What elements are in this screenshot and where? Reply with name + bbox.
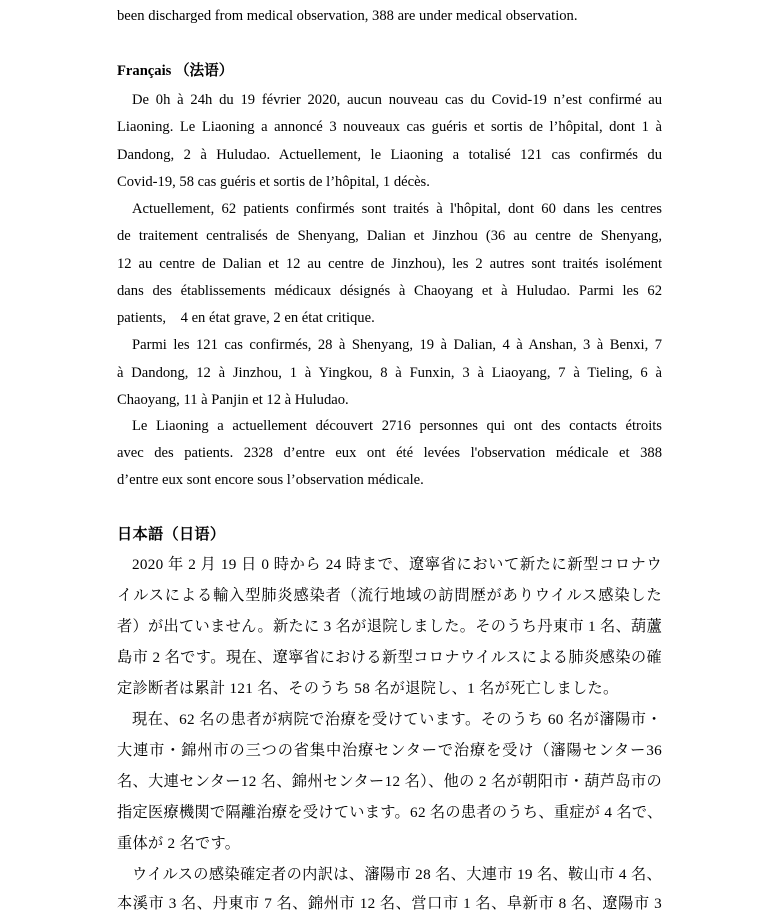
french-p2-line5: patients, 4 en état grave, 2 en état critique. bbox=[117, 310, 375, 326]
french-p1-line2: Liaoning. Le Liaoning a annoncé 3 nouveaux cas guéris et sortis de l’hôpital, dont 1 à bbox=[117, 119, 662, 135]
french-p2-line4: dans des établissements médicaux désignés à Chaoyang et à Huludao. Parmi les 62 bbox=[117, 283, 662, 299]
french-p2-line2: de traitement centralisés de Shenyang, Dalian et Jinzhou (36 au centre de Shenyang, bbox=[117, 228, 662, 244]
japanese-heading: 日本語（日语） bbox=[117, 526, 226, 543]
french-p3-line2: à Dandong, 12 à Jinzhou, 1 à Yingkou, 8 à Funxin, 3 à Liaoyang, 7 à Tieling, 6 à bbox=[117, 365, 662, 381]
french-p1-line1: De 0h à 24h du 19 février 2020, aucun nouveau cas du Covid-19 n’est confirmé au bbox=[132, 92, 662, 108]
french-p2-line1: Actuellement, 62 patients confirmés sont traités à l'hôpital, dont 60 dans les centres bbox=[132, 201, 662, 217]
japanese-p1-line4: 島市 2 名です。現在、遼寧省における新型コロナウイルスによる肺炎感染の確 bbox=[117, 649, 662, 666]
french-heading: Français （法语） bbox=[117, 63, 234, 79]
french-p4-line1: Le Liaoning a actuellement découvert 2716 personnes qui ont des contacts étroits bbox=[132, 418, 662, 434]
japanese-p1-line3: 者）が出ていません。新たに 3 名が退院しました。そのうち丹東市 1 名、葫蘆 bbox=[117, 618, 662, 635]
japanese-p2-line2: 大連市・錦州市の三つの省集中治療センターで治療を受け（瀋陽センター36 bbox=[117, 742, 662, 759]
french-p4-line2: avec des patients. 2328 d’entre eux ont été levées l'observation médicale et 388 bbox=[117, 445, 662, 461]
japanese-p2-line4: 指定医療機関で隔離治療を受けています。62 名の患者のうち、重症が 4 名で、 bbox=[117, 804, 663, 821]
french-p4-line3: d’entre eux sont encore sous l’observation médicale. bbox=[117, 472, 424, 488]
japanese-p2-line3: 名、大連センター12 名、錦州センター12 名）、他の 2 名が朝阳市・葫芦岛市の bbox=[117, 773, 662, 790]
french-p2-line3: 12 au centre de Dalian et 12 au centre de Jinzhou), les 2 autres sont traités isolément bbox=[117, 256, 662, 272]
japanese-p1-line1: 2020 年 2 月 19 日 0 時から 24 時まで、遼寧省において新たに新型コロナウ bbox=[132, 556, 662, 573]
french-p3-line1: Parmi les 121 cas confirmés, 28 à Shenyang, 19 à Dalian, 4 à Anshan, 3 à Benxi, 7 bbox=[132, 337, 662, 353]
english-last-line: been discharged from medical observation, 388 are under medical observation. bbox=[117, 8, 578, 24]
japanese-p2-line1: 現在、62 名の患者が病院で治療を受けています。そのうち 60 名が瀋陽市・ bbox=[132, 711, 662, 728]
french-p3-line3: Chaoyang, 11 à Panjin et 12 à Huludao. bbox=[117, 392, 349, 408]
japanese-p3-line2: 本溪市 3 名、丹東市 7 名、錦州市 12 名、営口市 1 名、阜新市 8 名、遼陽市 3 bbox=[117, 895, 662, 912]
french-p1-line3: Dandong, 2 à Huludao. Actuellement, le Liaoning a totalisé 121 cas confirmés du bbox=[117, 147, 662, 163]
french-p1-line4: Covid-19, 58 cas guéris et sortis de l’hôpital, 1 décès. bbox=[117, 174, 430, 190]
japanese-p1-line5: 定診断者は累計 121 名、そのうち 58 名が退院し、1 名が死亡しました。 bbox=[117, 680, 619, 697]
japanese-p3-line1: ウイルスの感染確定者の内訳は、瀋陽市 28 名、大連市 19 名、鞍山市 4 名、 bbox=[132, 866, 662, 883]
japanese-p2-line5: 重体が 2 名です。 bbox=[117, 835, 241, 852]
japanese-p1-line2: イルスによる輸入型肺炎感染者（流行地域の訪問歴がありウイルス感染した bbox=[117, 587, 662, 604]
